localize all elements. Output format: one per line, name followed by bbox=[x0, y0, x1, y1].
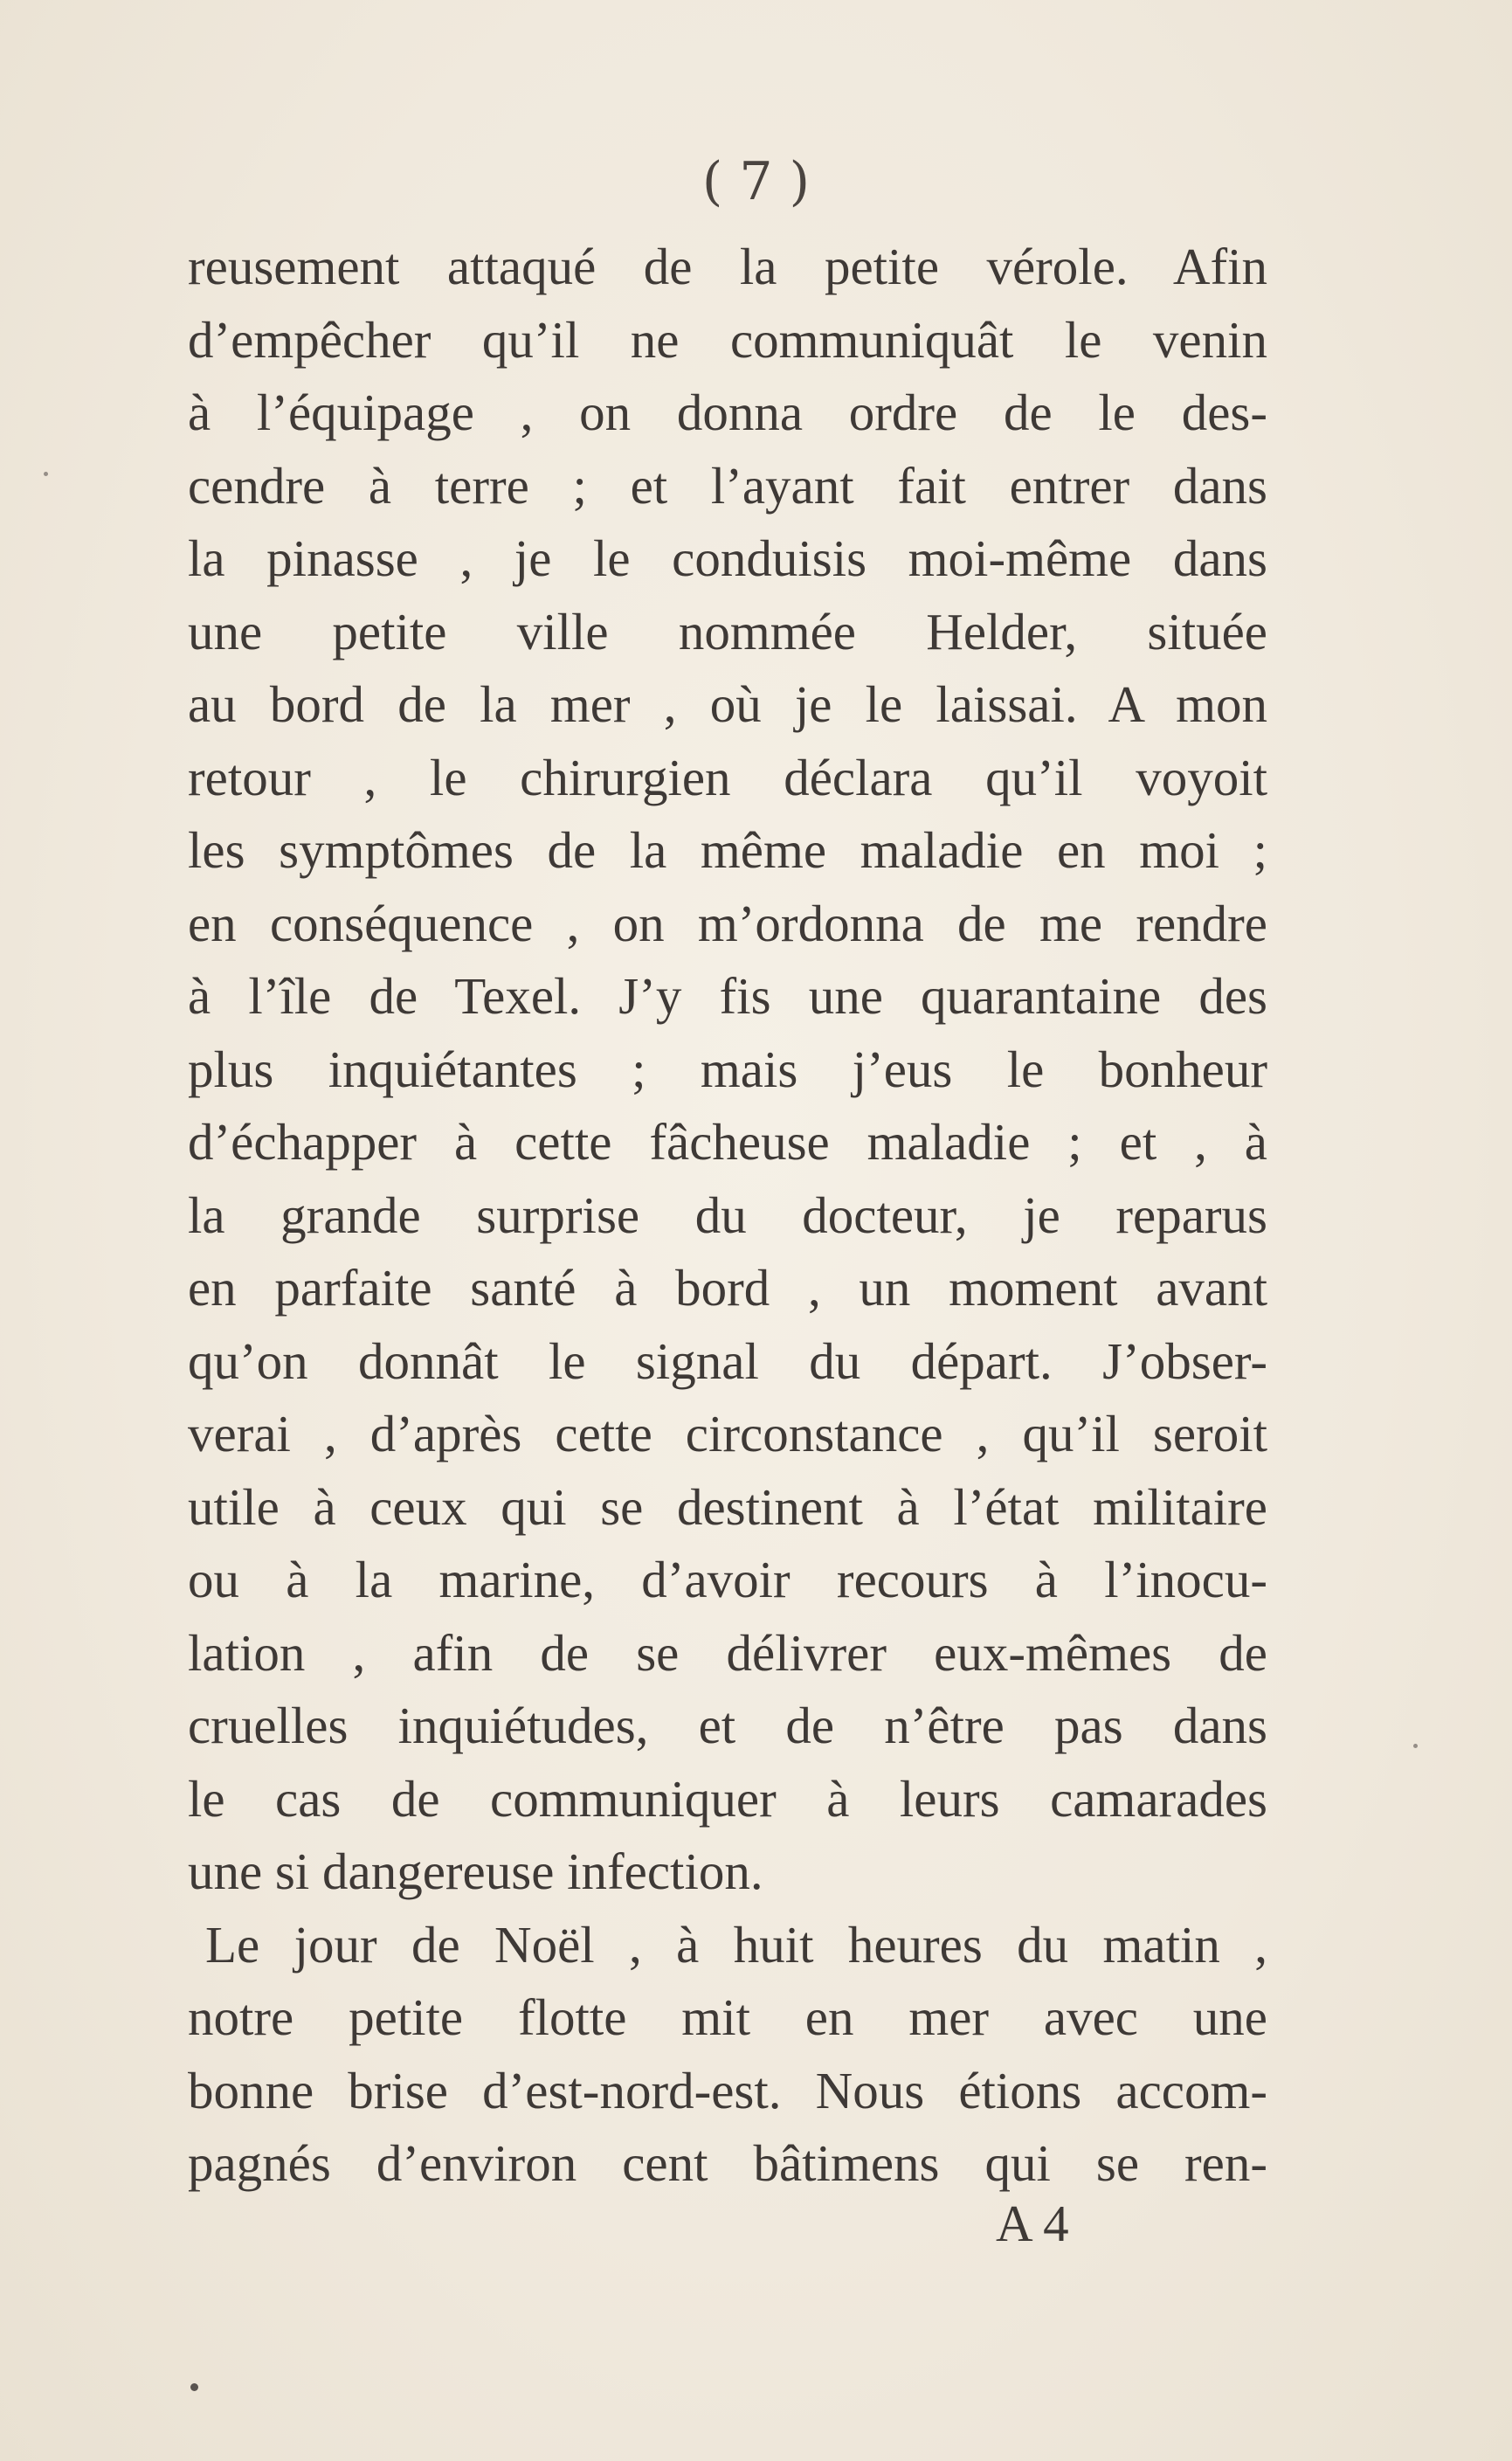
text-line: ou à la marine, d’avoir recours à l’inocu- bbox=[188, 1551, 1267, 1608]
printer-signature-mark: A 4 bbox=[996, 2195, 1069, 2252]
text-line: bonne brise d’est-nord-est. Nous étions accom- bbox=[188, 2061, 1267, 2119]
text-line: le cas de communiquer à leurs camarades bbox=[188, 1769, 1267, 1828]
text-line: qu’on donnât le signal du départ. J’obser- bbox=[188, 1331, 1267, 1390]
text-line: lation , afin de se délivrer eux-mêmes de bbox=[188, 1623, 1267, 1682]
text-line: d’échapper à cette fâcheuse maladie ; et , à bbox=[188, 1113, 1267, 1171]
paper-speck bbox=[190, 2383, 198, 2391]
text-line: cendre à terre ; et l’ayant fait entrer dans bbox=[188, 456, 1267, 515]
text-line: au bord de la mer , où je le laissai. A mon bbox=[188, 675, 1267, 733]
page-number: ( 7 ) bbox=[701, 151, 811, 212]
text-line: une si dangereuse infection. bbox=[188, 1842, 763, 1900]
text-line: cruelles inquiétudes, et de n’être pas dans bbox=[188, 1697, 1267, 1754]
text-line: à l’île de Texel. J’y fis une quarantaine des bbox=[188, 967, 1267, 1025]
text-line: verai , d’après cette circonstance , qu’il seroit bbox=[188, 1405, 1267, 1462]
text-line: reusement attaqué de la petite vérole. Afin bbox=[188, 238, 1267, 295]
paper-speck bbox=[1413, 1744, 1418, 1748]
body-text bbox=[188, 231, 1267, 2201]
text-line: la pinasse , je le conduisis moi-même dans bbox=[188, 529, 1267, 587]
text-line: une petite ville nommée Helder, située bbox=[188, 602, 1267, 660]
text-line: retour , le chirurgien déclara qu’il voyoit bbox=[188, 748, 1267, 806]
text-line: pagnés d’environ cent bâtimens qui se ren- bbox=[188, 2134, 1267, 2192]
text-line: plus inquiétantes ; mais j’eus le bonheur bbox=[188, 1040, 1267, 1098]
text-line: en parfaite santé à bord , un moment avant bbox=[188, 1259, 1267, 1317]
paper-speck bbox=[44, 472, 48, 476]
text-line: en conséquence , on m’ordonna de me rendre bbox=[188, 894, 1267, 952]
text-line: notre petite flotte mit en mer avec une bbox=[188, 1988, 1267, 2046]
text-line: utile à ceux qui se destinent à l’état militaire bbox=[188, 1477, 1267, 1536]
text-line: à l’équipage , on donna ordre de le des- bbox=[188, 384, 1267, 441]
text-line: d’empêcher qu’il ne communiquât le venin bbox=[188, 310, 1267, 369]
paragraph-start-line: Le jour de Noël , à huit heures du matin , bbox=[205, 1915, 1267, 1974]
text-line: les symptômes de la même maladie en moi ; bbox=[188, 821, 1267, 879]
text-line: la grande surprise du docteur, je reparus bbox=[188, 1186, 1267, 1244]
